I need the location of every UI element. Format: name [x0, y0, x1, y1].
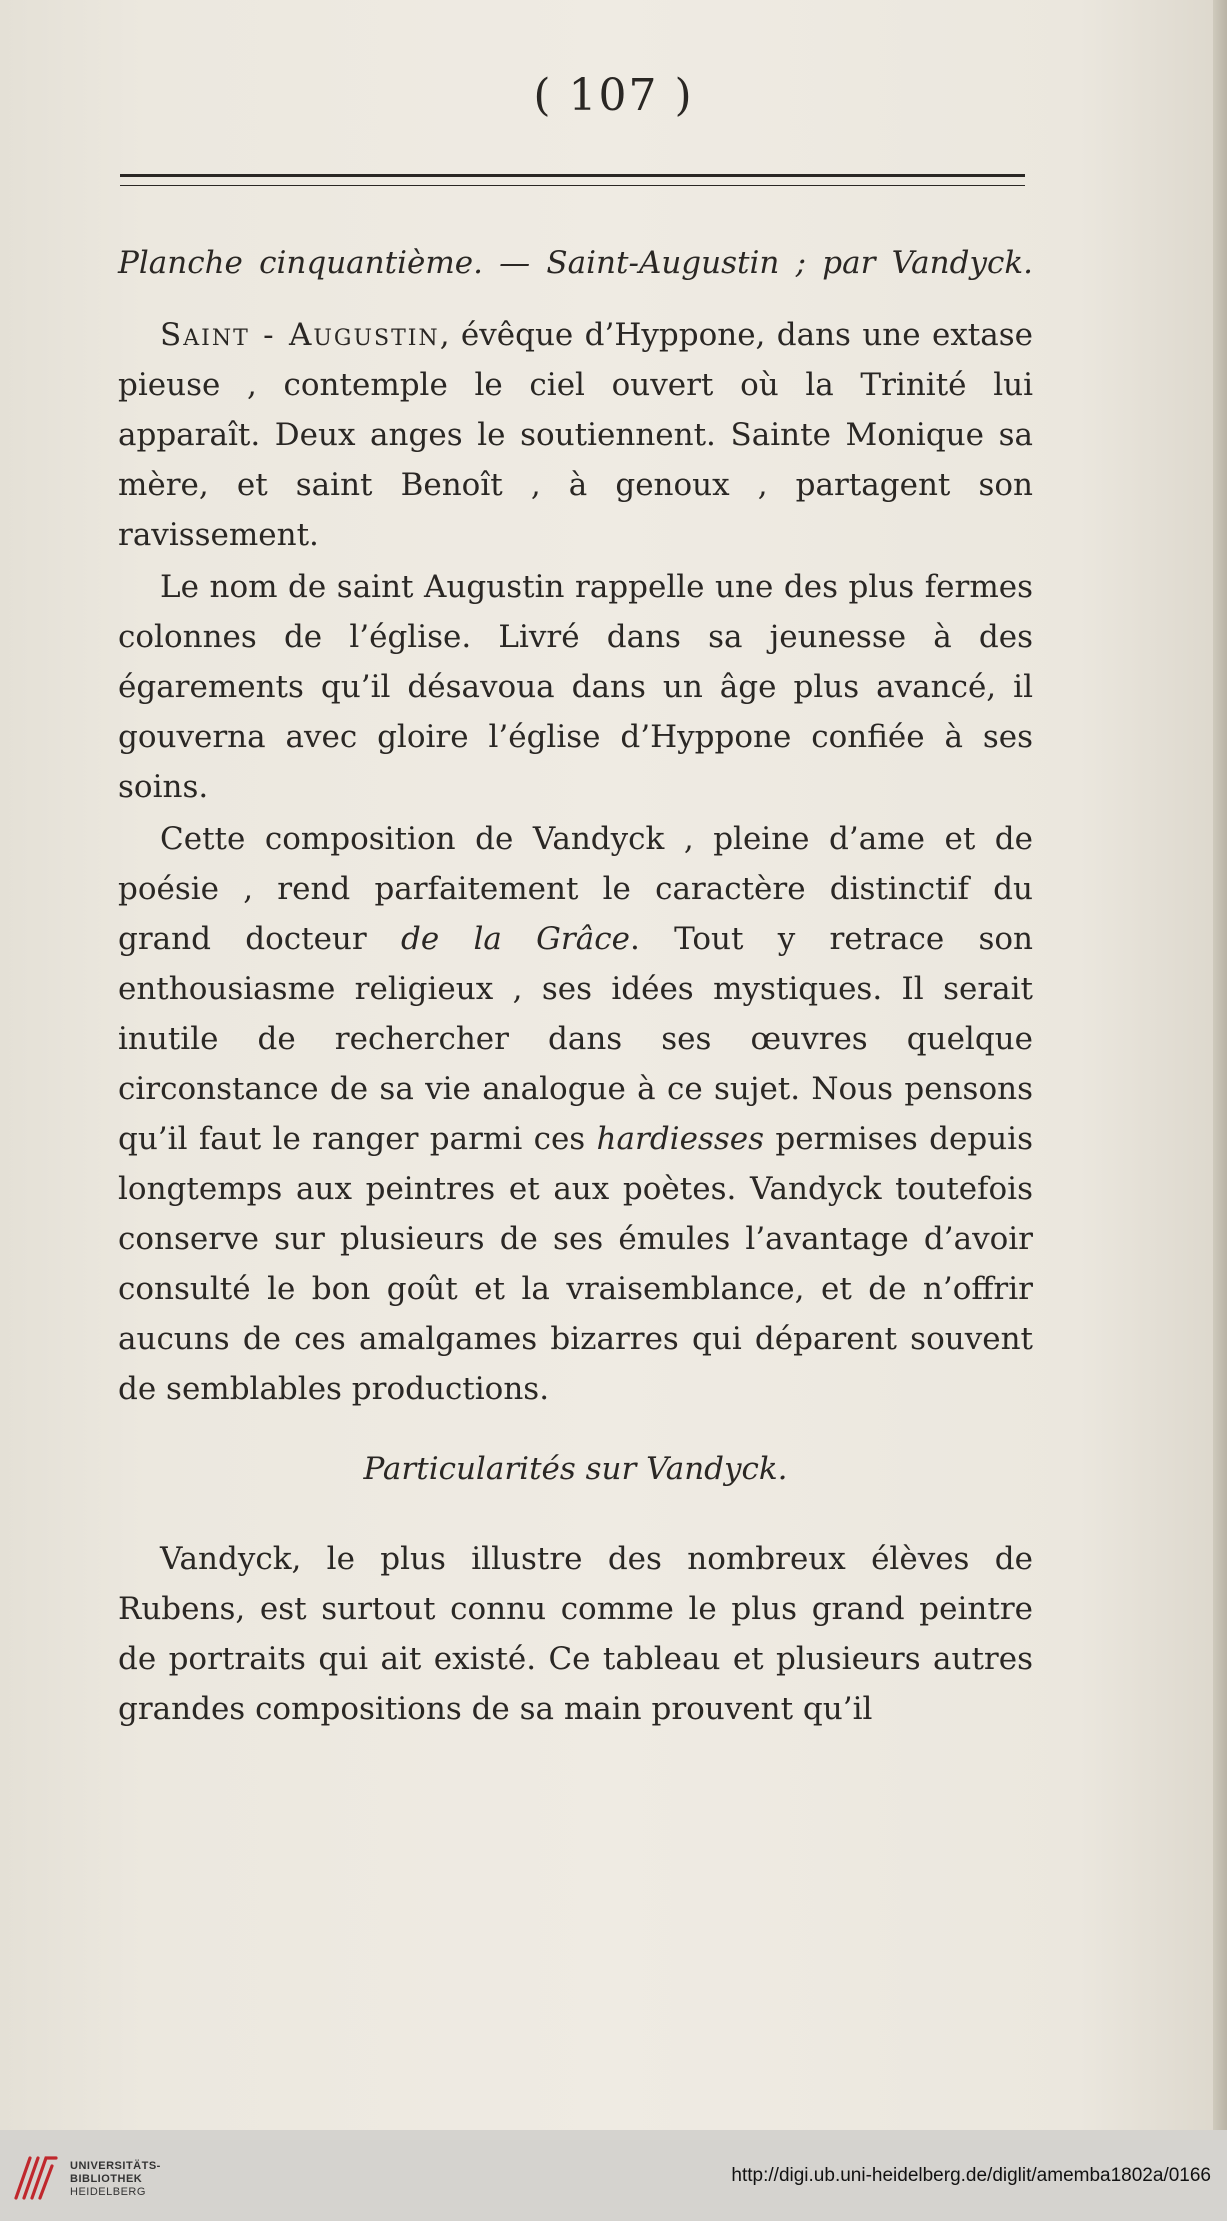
library-logo-icon[interactable]	[12, 2152, 60, 2202]
paragraph-3-italic-a: de la Grâce	[401, 921, 630, 957]
paragraph-1-smallcaps: Saint - Augustin	[160, 317, 440, 353]
paragraph-3-italic-b: hardiesses	[596, 1121, 764, 1157]
header-rule-thin	[120, 185, 1025, 186]
paragraph-3-part-c: permises depuis longtemps aux peintres et aux poètes. Vandyck toutefois conserve sur plusieurs de ses émules l’avantage d’avoir consulté le bon goût et la vraisemblance, et de n’offrir aucuns de ces amalgames bizarres qui déparent souvent de semblables productions.	[118, 1121, 1033, 1407]
plate-heading: Planche cinquantième. — Saint-Augustin ; par Vandyck.	[118, 245, 1033, 281]
paragraph-4: Vandyck, le plus illustre des nombreux élèves de Rubens, est surtout connu comme le plus grand peintre de portraits qui ait existé. Ce tableau et plusieurs autres grandes compositions de sa main prouvent qu’il	[118, 1541, 1033, 1727]
paragraph-3-part-b: . Tout y retrace son enthousiasme religieux , ses idées mystiques. Il serait inutile de rechercher dans ses œuvres quelque circonstance de sa vie analogue à ce sujet. Nous pensons qu’il faut le ranger parmi ces	[118, 921, 1033, 1157]
logo-line-1: UNIVERSITÄTS-	[70, 2160, 161, 2172]
logo-line-3: HEIDELBERG	[70, 2186, 146, 2198]
header-rule	[120, 174, 1025, 177]
paragraph-3-part-a: Cette composition de Vandyck , pleine d’ame et de poésie , rend parfaitement le caractère distinctif du grand docteur	[118, 821, 1033, 957]
paragraph-1	[118, 310, 1033, 560]
body-text	[118, 238, 1033, 1734]
page-edge	[1213, 0, 1227, 2130]
section-subheading: Particularités sur Vandyck.	[363, 1451, 788, 1487]
paragraph-2: Le nom de saint Augustin rappelle une des plus fermes colonnes de l’église. Livré dans sa jeunesse à des égarements qu’il désavoua dans un âge plus avancé, il gouverna avec gloire l’église d’Hyppone confiée à ses soins.	[118, 569, 1033, 805]
paragraph-3	[118, 814, 1033, 1414]
paragraph-1-text: , évêque d’Hyppone, dans une extase pieuse , contemple le ciel ouvert où la Trinité lui apparaît. Deux anges le soutiennent. Sainte Monique sa mère, et saint Benoît , à genoux , partagent son ravissement.	[118, 317, 1034, 553]
logo-line-2: BIBLIOTHEK	[70, 2173, 143, 2185]
permalink-url[interactable]: http://digi.ub.uni-heidelberg.de/diglit/amemba1802a/0166	[731, 2165, 1211, 2186]
page-number: ( 107 )	[533, 70, 694, 121]
library-logo-text[interactable]	[70, 2160, 161, 2199]
viewer-footer	[0, 2130, 1227, 2221]
